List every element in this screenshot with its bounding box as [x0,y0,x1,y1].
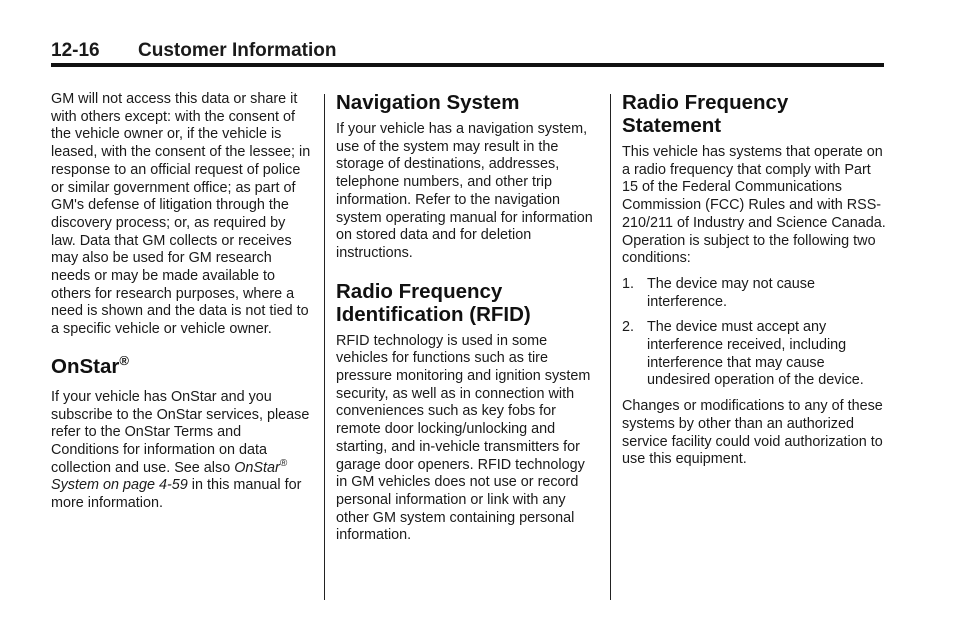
data-access-paragraph: GM will not access this data or share it with others except: with the consent of the vehicle owner or, if the vehicle is leased, with the consent of the lessee; in response to an official request of police or similar government office; as part of GM's defense of litigation through the discovery process; or, as required by law. Data that GM collects or receives may also be used for GM research needs or may be made available to others for research purposes, where a need is shown and the data is not tied to a specific vehicle or vehicle owner. [51,91,311,338]
operation-conditions-paragraph: Operation is subject to the following two conditions: [622,232,876,267]
column-divider-1 [324,94,325,600]
page-header [51,40,884,64]
fcc-compliance-paragraph: This vehicle has systems that operate on a radio frequency that comply with Part 15 of the Federal Communications Commission (FCC) Rules and with RSS-210/211 of Industry and Science Canada. [622,144,886,231]
header-rule [51,63,884,67]
registered-mark: ® [119,353,129,369]
section-title: Customer Information [138,40,337,61]
onstar-text-2: in this manual for more information. [51,477,302,512]
column-1 [51,91,313,513]
onstar-cross-reference-link[interactable]: OnStar® System on page 4-59 [51,457,288,494]
navigation-system-heading: Navigation System [336,91,520,114]
page-number: 12-16 [51,40,100,61]
rfid-heading: Radio Frequency Identification (RFID) [336,279,531,326]
radio-frequency-statement-heading: Radio Frequency Statement [622,91,789,137]
onstar-paragraph [51,389,313,513]
conditions-list [622,276,887,390]
onstar-heading [51,355,313,378]
list-item: 2. The device must accept any interference received, including interference that may cause undesired operation of the device. [622,319,864,389]
column-2 [336,91,598,545]
list-item: 1. The device may not cause interference. [622,275,815,310]
modifications-paragraph: Changes or modifications to any of these systems by other than an authorized service facility could void authorization to use this equipment. [622,398,883,468]
column-3 [622,91,887,469]
navigation-system-paragraph: If your vehicle has a navigation system, use of the system may result in the storage of destinations, addresses, telephone numbers, and other trip information. Refer to the navigation system operating manual for information on stored data and for deletion instructions. [336,121,593,261]
onstar-text-1: If your vehicle has OnStar and you subscribe to the OnStar services, please refer to the OnStar Terms and Conditions for information on data collection and use. See also [51,388,310,476]
rfid-paragraph: RFID technology is used in some vehicles for functions such as tire pressure monitoring and ignition system security, as well as in connection with conveniences such as key fobs for remote door locking/unlocking and starting, and in-vehicle transmitters for garage door openers. RFID technology in GM vehicles does not use or record personal information or link with any other GM system containing personal information. [336,332,591,544]
onstar-heading-text: OnStar [51,354,120,378]
column-divider-2 [610,94,611,600]
